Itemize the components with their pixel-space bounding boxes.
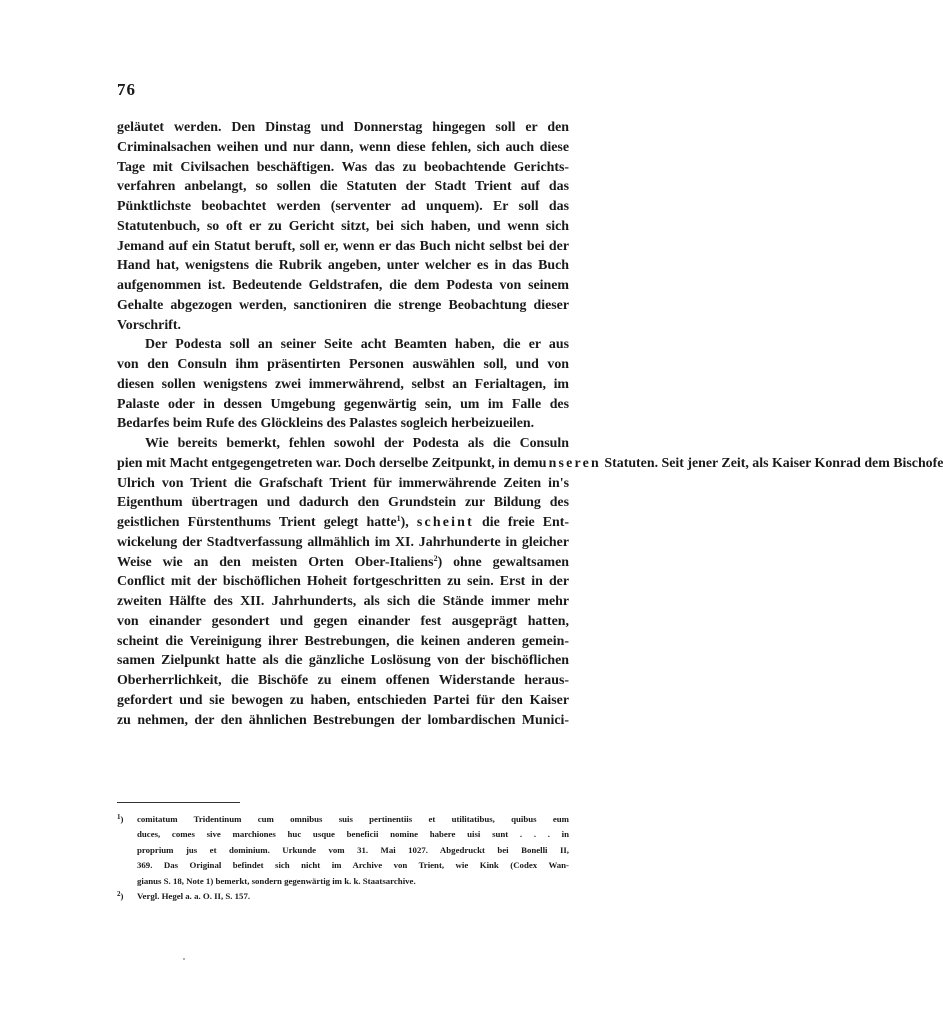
text-line: von den Consuln ihm präsentirten Personen auswählen soll, und von xyxy=(117,357,569,372)
page-number: 76 xyxy=(117,80,136,99)
emphasis-spaced: unseren xyxy=(538,455,601,471)
text-line: zweiten Hälfte des XII. Jahrhunderts, als sich die Stände immer mehr xyxy=(117,594,569,609)
text-run: ) ohne gewaltsamen xyxy=(437,554,569,570)
text-run: Weise wie an den meisten Orten Ober-Italiens xyxy=(117,554,434,570)
text-line: Oberherrlichkeit, die Bischöfe zu einem offenen Widerstande heraus- xyxy=(117,673,569,688)
body-text xyxy=(117,118,943,730)
line-start: pien mit Macht entgegengetreten war. Doch derselbe Zeitpunkt, in dem xyxy=(117,455,539,471)
text-line: Der Podesta soll an seiner Seite acht Beamten haben, die er aus xyxy=(145,337,569,353)
text-line: Vorschrift. xyxy=(117,317,181,333)
text-line xyxy=(117,553,569,573)
footnotes xyxy=(117,812,569,904)
text-line: Eigenthum übertragen und dadurch den Grundstein zur Bildung des xyxy=(117,495,569,511)
text-line: Jemand auf ein Statut beruft, soll er, wenn er das Buch nicht selbst bei der xyxy=(117,238,569,254)
text-line: gefordert und sie bewogen zu haben, entschieden Partei für den Kaiser xyxy=(117,692,569,708)
text-run: geistlichen Fürstenthums Trient gelegt hatte xyxy=(117,515,397,530)
emphasis-spaced: scheint xyxy=(416,515,474,530)
text-line: aufgenommen ist. Bedeutende Geldstrafen, die dem Podesta von seinem xyxy=(117,278,569,293)
text-line: scheint die Vereinigung ihrer Bestrebungen, die keinen anderen gemein- xyxy=(117,633,569,649)
footnote-1-line: 369. Das Original befindet sich nicht im Archive von Trient, wie Kink (Codex Wan- xyxy=(137,860,569,871)
text-line: diesen sollen wenigstens zwei immerwährend, selbst an Ferialtagen, im xyxy=(117,376,569,392)
footnote-divider xyxy=(117,802,240,803)
text-line: Tage mit Civilsachen beschäftigen. Was das zu beobachtende Gerichts- xyxy=(117,159,569,175)
text-line: von einander gesondert und gegen einander fest ausgeprägt hatten, xyxy=(117,613,569,629)
text-line: Criminalsachen weihen und nur dann, wenn diese fehlen, sich auch diese xyxy=(117,139,569,155)
text-line: Ulrich von Trient die Grafschaft Trient für immerwährende Zeiten in's xyxy=(117,475,569,491)
footnote-ref-2: 2 xyxy=(433,553,438,563)
footnote-mark: $^2$) xyxy=(117,890,124,902)
text-line: Palaste oder in dessen Umgebung gegenwärtig sein, um im Falle des xyxy=(117,396,569,412)
text-line: geläutet werden. Den Dinstag und Donnerstag hingegen soll er den xyxy=(117,120,569,135)
text-line: verfahren anbelangt, so sollen die Statuten der Stadt Trient auf das xyxy=(117,179,569,195)
text-line: zu nehmen, der den ähnlichen Bestrebungen der lombardischen Munici- xyxy=(117,712,569,728)
footnote-1-line: gianus S. 18, Note 1) bemerkt, sondern gegenwärtig im k. k. Staatsarchive. xyxy=(137,875,416,886)
text-line: Bedarfes beim Rufe des Glöckleins des Palastes sogleich herbeizueilen. xyxy=(117,416,535,432)
text-line: wickelung der Stadtverfassung allmählich im XI. Jahrhunderte in gleicher xyxy=(117,534,569,550)
footnote-2: $^2$) Vergl. Hegel a. a. O. II, S. 157. xyxy=(117,889,569,904)
text-run: Statuten. Seit jener Zeit, als Kaiser Konrad dem Bischofe xyxy=(600,455,943,471)
text-line: Hand hat, wenigstens die Rubrik angeben, unter welcher es in das Buch xyxy=(117,258,569,274)
text-line xyxy=(117,454,943,474)
footnote-1-line: duces, comes sive marchiones huc usque beneficii nomine habere uisi sunt . . . in xyxy=(137,829,569,840)
paper-speck xyxy=(183,958,185,960)
text-run: die freie Ent- xyxy=(473,515,570,530)
text-line: Gehalte abgezogen werden, sanctioniren die strenge Beobachtung dieser xyxy=(117,297,569,313)
text-run: ), xyxy=(400,515,417,530)
text-line: Wie bereits bemerkt, fehlen sowohl der Podesta als die Consuln xyxy=(145,436,569,451)
footnote-1-line: proprium jus et dominium. Urkunde vom 31. Mai 1027. Abgedruckt bei Bonelli II, xyxy=(137,844,569,855)
text-line: Pünktlichste beobachtet werden (serventer ad unquem). Er soll das xyxy=(117,199,569,214)
text-line xyxy=(117,513,569,533)
text-line: samen Zielpunkt hatte als die gänzliche Loslösung von der bischöflichen xyxy=(117,653,569,669)
text-line: Conflict mit der bischöflichen Hoheit fortgeschritten zu sein. Erst in der xyxy=(117,574,569,590)
footnote-ref-1: 1 xyxy=(396,514,401,523)
footnote-1: $^1$) comitatum Tridentinum cum omnibus suis pertinentiis et utilitatibus, quibus eum xyxy=(117,812,569,827)
text-line: Statutenbuch, so oft er zu Gericht sitzt, bei sich haben, und wenn sich xyxy=(117,218,569,234)
footnote-mark: $^1$) xyxy=(117,813,124,824)
